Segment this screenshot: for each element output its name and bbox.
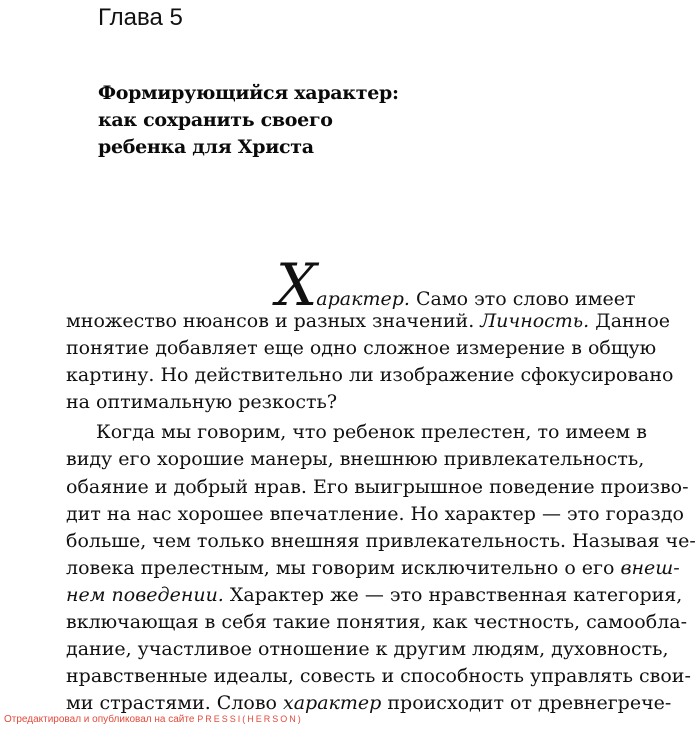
footer-site-link[interactable]: PRESSI(HERSON)	[197, 714, 303, 724]
text-line: нравственные идеалы, совесть и способность управлять свои-	[66, 665, 691, 688]
text-span: Данное	[589, 310, 671, 332]
paragraph	[66, 251, 674, 416]
text-line	[66, 308, 671, 335]
text-line	[66, 555, 680, 582]
italic-word: характер	[283, 692, 382, 715]
text-line	[66, 582, 683, 609]
text-line: обаяние и добрый нрав. Его выигрышное поведение произво-	[66, 475, 689, 498]
text-span: Характер же — это нравственная категория,	[223, 583, 683, 606]
text-line: виду его хорошие манеры, внешнюю привлекательность,	[66, 448, 645, 471]
text-span: ми страстями. Слово	[66, 692, 284, 715]
italic-word: арактер.	[316, 288, 410, 310]
text-span: происходит от древнегрече-	[381, 692, 672, 715]
watermark-footer	[4, 713, 303, 726]
italic-word: нем поведении.	[66, 583, 224, 606]
italic-word: внеш-	[620, 556, 680, 579]
italic-word: Личность.	[480, 310, 590, 332]
first-line-text	[316, 288, 635, 310]
title-line: как сохранить своего	[98, 109, 333, 132]
first-line	[66, 251, 636, 319]
text-line: включающая в себя такие понятия, как честность, самообла-	[66, 611, 688, 634]
text-span: множество нюансов и разных значений.	[66, 310, 481, 332]
text-line: дание, участливое отношение к другим людям, духовность,	[66, 638, 669, 661]
text-span: Само это слово имеет	[409, 288, 636, 310]
text-line: Когда мы говорим, что ребенок прелестен, то имеем в	[96, 421, 647, 444]
text-line: дит на нас хорошее впечатление. Но характер — это гораздо	[66, 502, 685, 525]
text-line: понятие добавляет еще одно сложное измерение в общую	[66, 337, 657, 360]
chapter-title	[98, 80, 598, 161]
paragraph	[66, 419, 696, 717]
text-span: ловека прелестным, мы говорим исключительно о его	[66, 556, 621, 579]
text-line: картину. Но действительно ли изображение сфокусировано	[66, 364, 674, 387]
title-line: ребенка для Христа	[98, 136, 314, 159]
footer-text: Отредактировал и опубликовал на сайте	[4, 714, 195, 725]
drop-cap: Х	[276, 251, 316, 319]
text-line: на оптимальную резкость?	[66, 391, 338, 414]
text-line: больше, чем только внешняя привлекательность. Называя че-	[66, 529, 696, 552]
title-line: Формирующийся характер:	[98, 82, 399, 104]
body-text	[66, 251, 696, 717]
chapter-label: Глава 5	[98, 4, 183, 31]
